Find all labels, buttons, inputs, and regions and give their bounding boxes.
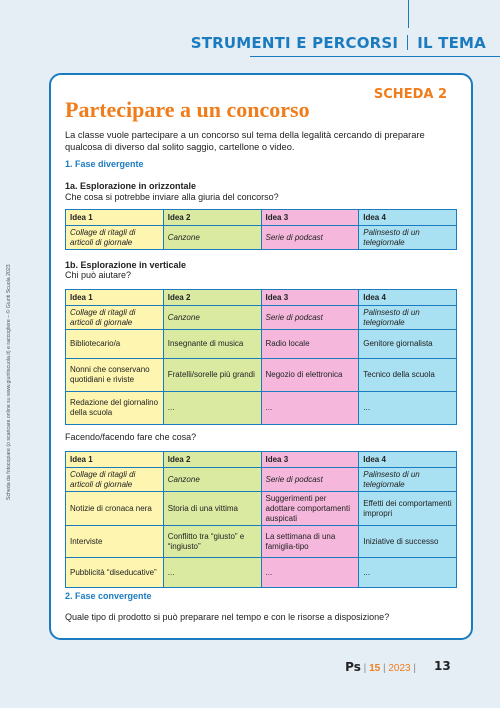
idea-2-header: Idea 2	[163, 210, 261, 226]
table-cell: ...	[163, 558, 261, 588]
running-header	[191, 34, 486, 52]
table-row	[66, 468, 457, 492]
idea-3-header: Idea 3	[261, 290, 359, 306]
idea-4-header: Idea 4	[359, 210, 457, 226]
idea-3-header: Idea 3	[261, 210, 359, 226]
idea-4-value: Palinsesto di un telegiornale	[359, 306, 457, 330]
intro-text: La classe vuole partecipare a un concorso sul tema della legalità cercando di preparare qualcosa di diverso dal solito saggio, cartellone o video.	[65, 130, 425, 152]
table-row	[66, 526, 457, 558]
table-cell: Nonni che conservano quotidiani e riviste	[66, 359, 164, 392]
table-row	[66, 392, 457, 425]
phase-2-heading: 2. Fase convergente	[65, 591, 152, 601]
idea-1-value: Collage di ritagli di articoli di giornale	[66, 226, 164, 250]
table-row	[66, 359, 457, 392]
idea-2-header: Idea 2	[163, 452, 261, 468]
table-header-row	[66, 210, 457, 226]
idea-1-header: Idea 1	[66, 210, 164, 226]
table-cell: Redazione del giornalino della scuola	[66, 392, 164, 425]
table-cell: ...	[359, 558, 457, 588]
idea-2-value: Canzone	[163, 226, 261, 250]
idea-3-header: Idea 3	[261, 452, 359, 468]
table-row	[66, 306, 457, 330]
table-cell: Fratelli/sorelle più grandi	[163, 359, 261, 392]
table-cell: Effetti dei comportamenti impropri	[359, 492, 457, 526]
idea-3-value: Serie di podcast	[261, 306, 359, 330]
final-question: Quale tipo di prodotto si può preparare nel tempo e con le risorse a disposizione?	[65, 612, 390, 622]
idea-4-header: Idea 4	[359, 290, 457, 306]
what-table	[65, 451, 457, 588]
magazine-logo: Ps	[345, 660, 361, 674]
table-cell: Tecnico della scuola	[359, 359, 457, 392]
idea-1-header: Idea 1	[66, 452, 164, 468]
ideas-table	[65, 209, 457, 250]
page-number: 13	[434, 659, 451, 673]
table-cell: Storia di una vittima	[163, 492, 261, 526]
table-row	[66, 226, 457, 250]
header-divider-vertical	[408, 0, 409, 28]
table-cell: Suggerimenti per adottare comportamenti auspicati	[261, 492, 359, 526]
issue-number: 15	[369, 663, 381, 674]
table-cell: Insegnante di musica	[163, 330, 261, 359]
footer-separator: |	[413, 663, 416, 674]
idea-3-value: Serie di podcast	[261, 226, 359, 250]
table-row	[66, 558, 457, 588]
idea-4-value: Palinsesto di un telegiornale	[359, 226, 457, 250]
table-cell: ...	[359, 392, 457, 425]
idea-4-header: Idea 4	[359, 452, 457, 468]
worksheet-card	[49, 73, 473, 640]
section-1a-question: Che cosa si potrebbe inviare alla giuria del concorso?	[65, 192, 279, 202]
question-3: Facendo/facendo fare che cosa?	[65, 432, 197, 442]
header-separator	[407, 35, 408, 50]
page-title: Partecipare a un concorso	[65, 97, 310, 122]
who-table	[65, 289, 457, 425]
table-cell: ...	[261, 558, 359, 588]
idea-2-header: Idea 2	[163, 290, 261, 306]
table-header-row	[66, 290, 457, 306]
idea-1-value: Collage di ritagli di articoli di giornale	[66, 306, 164, 330]
footer-issue-info	[345, 660, 416, 674]
table-row	[66, 330, 457, 359]
scheda-label: SCHEDA 2	[373, 87, 447, 102]
header-rule	[250, 56, 500, 57]
table-cell: Iniziative di successo	[359, 526, 457, 558]
table-cell: Negozio di elettronica	[261, 359, 359, 392]
table-cell: Bibliotecario/a	[66, 330, 164, 359]
footer-separator: |	[363, 663, 367, 674]
sidebar-copyright-note: Scheda da fotocopiare (o scaricare online su www.giuntiscuola.it) e raccogliere – © Giunti Scuola 2023	[6, 264, 12, 500]
topic-label: IL TEMA	[417, 34, 486, 52]
section-1a-heading: 1a. Esplorazione in orizzontale	[65, 181, 197, 191]
table-cell: ...	[261, 392, 359, 425]
idea-3-value: Serie di podcast	[261, 468, 359, 492]
idea-2-value: Canzone	[163, 306, 261, 330]
idea-1-header: Idea 1	[66, 290, 164, 306]
table-header-row	[66, 452, 457, 468]
table-cell: Genitore giornalista	[359, 330, 457, 359]
table-cell: ...	[163, 392, 261, 425]
footer-separator: |	[382, 663, 386, 674]
issue-year: 2023	[388, 663, 411, 674]
table-row	[66, 492, 457, 526]
section-1b-heading: 1b. Esplorazione in verticale	[65, 260, 187, 270]
table-cell: La settimana di una famiglia-tipo	[261, 526, 359, 558]
table-cell: Radio locale	[261, 330, 359, 359]
table-cell: Pubblicità “diseducative”	[66, 558, 164, 588]
phase-1-heading: 1. Fase divergente	[65, 159, 144, 169]
table-cell: Notizie di cronaca nera	[66, 492, 164, 526]
table-cell: Interviste	[66, 526, 164, 558]
section-label: STRUMENTI E PERCORSI	[190, 34, 399, 52]
section-1b-question: Chi può aiutare?	[65, 270, 132, 280]
idea-2-value: Canzone	[163, 468, 261, 492]
idea-4-value: Palinsesto di un telegiornale	[359, 468, 457, 492]
idea-1-value: Collage di ritagli di articoli di giornale	[66, 468, 164, 492]
table-cell: Conflitto tra “giusto” e “ingiusto”	[163, 526, 261, 558]
